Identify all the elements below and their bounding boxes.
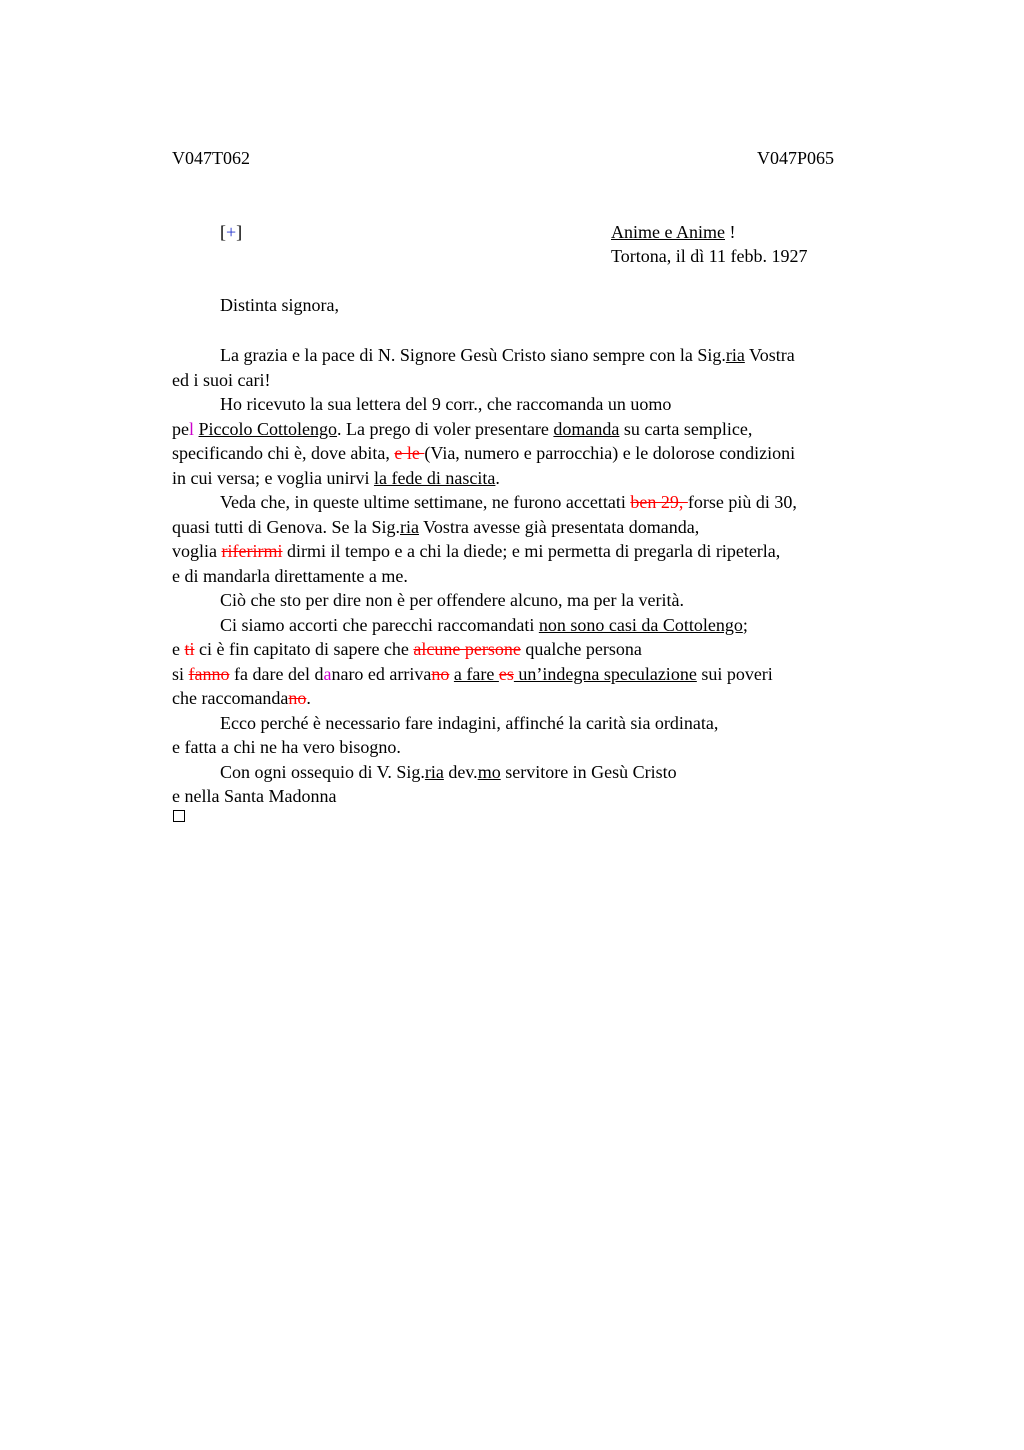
deleted-text: no <box>288 688 307 708</box>
text-segment: Ecco perché è necessario fare indagini, affinché la carità sia ordinata, <box>220 712 719 733</box>
deleted-text: e le <box>394 443 425 463</box>
text-segment: servitore in Gesù Cristo <box>500 761 677 782</box>
underlined-text: non sono casi da Cottolengo <box>538 614 743 635</box>
inserted-text: a <box>323 663 332 684</box>
cross-mark <box>220 222 242 243</box>
text-segment: e nella Santa Madonna <box>172 786 337 806</box>
text-segment: dev. <box>443 761 478 782</box>
salutation: Distinta signora, <box>220 295 339 315</box>
document-code-left: V047T062 <box>172 148 250 168</box>
text-segment: Ci siamo accorti che parecchi raccomandati <box>220 614 539 635</box>
deleted-text: riferirmi <box>221 541 283 561</box>
underlined-text: ria <box>725 345 745 365</box>
deleted-text: fanno <box>188 663 230 684</box>
text-line <box>172 564 408 588</box>
text-line <box>172 515 699 539</box>
bracket-open: [ <box>220 222 226 242</box>
text-segment: pe <box>172 418 189 439</box>
text-segment: Veda che, in queste ultime settimane, ne furono accettati <box>220 492 631 512</box>
deleted-text: es <box>498 663 514 684</box>
letter-title <box>611 222 735 243</box>
text-segment: (Via, numero e parrocchia) e le dolorose condizioni <box>424 443 796 463</box>
text-segment: dirmi il tempo e a chi la diede; e mi permetta di pregarla di ripeterla, <box>282 541 781 561</box>
place-date: Tortona, il dì 11 febb. 1927 <box>611 246 808 266</box>
text-line <box>172 466 500 490</box>
underlined-text: domanda <box>553 418 620 439</box>
text-segment: e di mandarla direttamente a me. <box>172 565 408 586</box>
inserted-text: l <box>189 418 195 439</box>
deleted-text: ti <box>184 639 195 659</box>
text-segment: voglia <box>172 541 222 561</box>
text-segment: naro ed arriva <box>331 663 432 684</box>
letter-title-suffix: ! <box>724 222 736 242</box>
text-line <box>172 417 752 441</box>
text-line <box>172 686 311 710</box>
text-segment: ed i suoi cari! <box>172 369 271 390</box>
text-segment: ; <box>742 614 748 635</box>
text-segment: e fatta a chi ne ha vero bisogno. <box>172 737 401 757</box>
text-line <box>220 588 684 612</box>
text-segment: si <box>172 663 189 684</box>
text-segment: fa dare del d <box>229 663 324 684</box>
underlined-text: mo <box>477 761 501 782</box>
deleted-text: alcune persone <box>413 639 521 659</box>
text-line <box>172 784 336 808</box>
text-segment: forse più di 30, <box>687 492 797 512</box>
text-segment: che raccomanda <box>172 688 289 708</box>
text-segment: Vostra avesse già presentata domanda, <box>418 516 700 537</box>
bracket-close: ] <box>236 222 243 242</box>
text-segment: Ho ricevuto la sua lettera del 9 corr., che raccomanda un uomo <box>220 394 672 414</box>
text-segment: specificando chi è, dove abita, <box>172 443 395 463</box>
text-segment: Vostra <box>744 345 795 365</box>
underlined-text: un’indegna speculazione <box>513 663 697 684</box>
text-segment: quasi tutti di Genova. Se la Sig. <box>172 516 400 537</box>
text-segment: Ciò che sto per dire non è per offendere alcuno, ma per la verità. <box>220 590 684 610</box>
text-line <box>172 539 780 563</box>
text-segment: Con ogni ossequio di V. Sig. <box>220 761 425 782</box>
deleted-text: ben 29, <box>630 492 688 512</box>
underlined-text: ria <box>399 516 419 537</box>
plus-icon: + <box>226 222 237 242</box>
letter-title-text: Anime e Anime <box>611 222 725 242</box>
text-line <box>220 613 748 637</box>
text-line <box>172 368 270 392</box>
text-segment: . <box>495 467 500 488</box>
text-line <box>220 711 718 735</box>
text-segment: La grazia e la pace di N. Signore Gesù Cristo siano sempre con la Sig. <box>220 345 726 365</box>
text-line <box>220 392 671 416</box>
text-segment: in cui versa; e voglia unirvi <box>172 467 374 488</box>
text-line <box>172 637 642 661</box>
document-code-right: V047P065 <box>757 148 835 168</box>
text-line <box>172 441 795 465</box>
text-line <box>220 490 797 514</box>
text-segment: qualche persona <box>520 639 642 659</box>
underlined-text: Piccolo Cottolengo <box>198 418 338 439</box>
text-segment: su carta semplice, <box>619 418 753 439</box>
empty-square-icon <box>173 810 185 822</box>
text-segment: . La prego di voler presentare <box>337 418 554 439</box>
text-line <box>220 343 795 367</box>
underlined-text: la fede di nascita <box>373 467 496 488</box>
text-segment: sui poveri <box>696 663 773 684</box>
text-line <box>220 760 677 784</box>
text-segment: e <box>172 639 185 659</box>
deleted-text: no <box>431 663 450 684</box>
text-line <box>172 735 401 759</box>
text-segment: . <box>306 688 311 708</box>
underlined-text: ria <box>424 761 444 782</box>
text-segment: ci è fin capitato di sapere che <box>194 639 414 659</box>
text-line <box>172 662 773 686</box>
underlined-text: a fare <box>453 663 499 684</box>
